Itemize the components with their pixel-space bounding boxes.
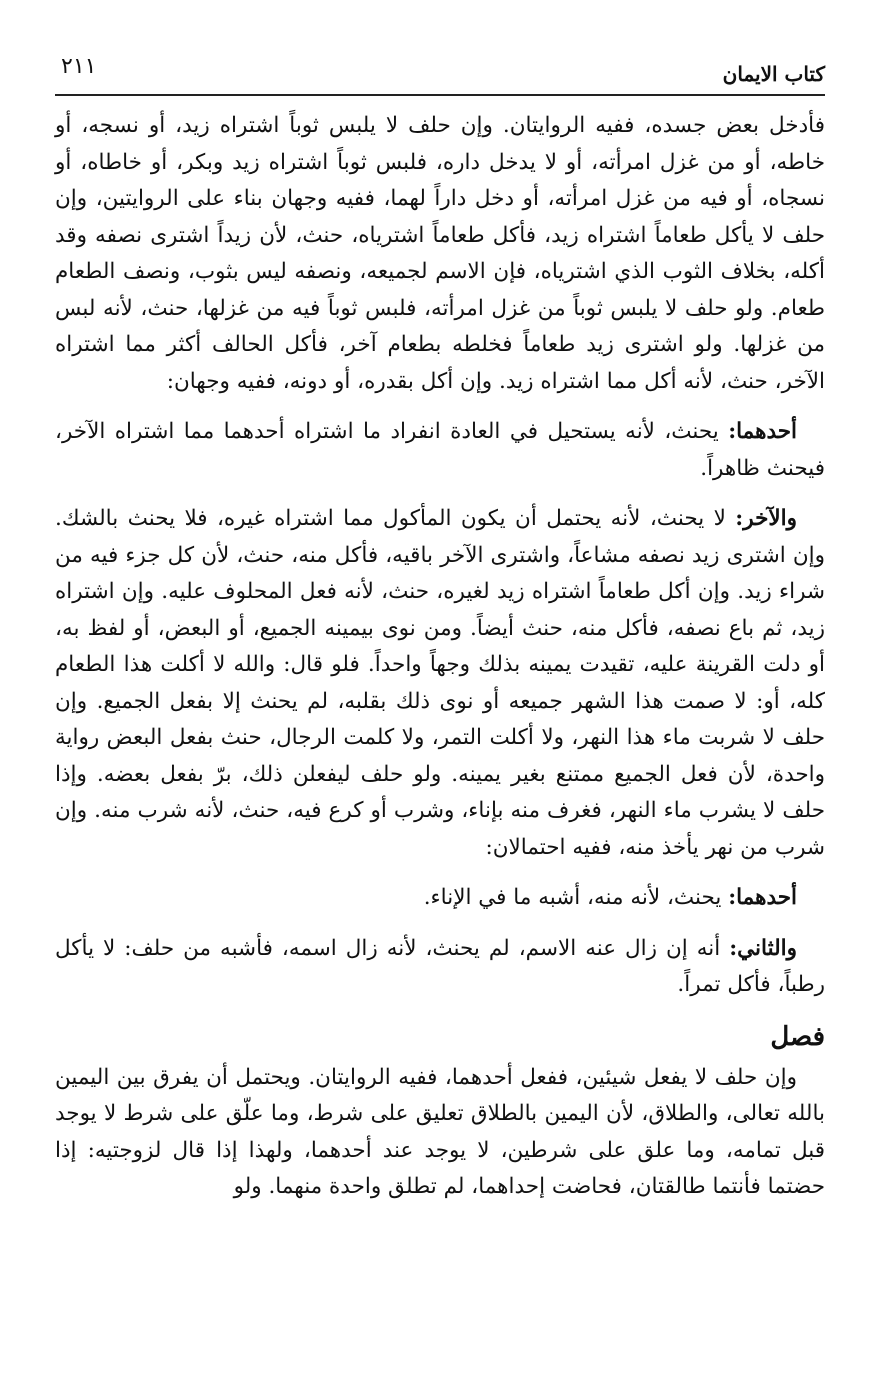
- section-heading: فصل: [770, 1021, 825, 1052]
- paragraph-2: [55, 414, 825, 487]
- section-paragraph: [55, 1060, 825, 1206]
- paragraph-text: أنه إن زال عنه الاسم، لم يحنث، لأنه زال اسمه، فأشبه من حلف: لا يأكل رطباً، فأكل تمراً.: [55, 935, 825, 997]
- page-header: [55, 50, 825, 96]
- paragraph-4: [55, 880, 825, 917]
- paragraph-text: فأدخل بعض جسده، ففيه الروايتان. وإن حلف لا يلبس ثوباً اشتراه زيد، أو نسجه، أو خاطه، أو من غزل امرأته، أو لا يدخل داره، فلبس ثوباً اشتراه زيد وبكر، أو خاطاه، أو نسجاه، أو فيه من غزل امرأته، أو دخل داراً لهما، ففيه وجهان بناء على الروايتين، وإن حلف لا يأكل طعاماً اشتراه زيد، فأكل طعاماً اشترياه، حنث، لأن زيداً اشترى نصفه وقد أكله، بخلاف الثوب الذي اشترياه، فإن الاسم لجميعه، ونصفه ليس بثوب، ونصف الطعام طعام. ولو حلف لا يلبس ثوباً من غزل امرأته، فلبس ثوباً فيه من غزلها، حنث، لأنه لبس من غزلها. ولو اشترى زيد طعاماً فخلطه بطعام آخر، فأكل الحالف أكثر مما اشتراه الآخر، حنث، لأنه أكل مما اشتراه زيد. وإن أكل بقدره، أو دونه، ففيه وجهان:: [55, 113, 825, 394]
- paragraph-lead: والآخر:: [735, 506, 797, 531]
- paragraph-lead: والثاني:: [729, 935, 797, 961]
- paragraph-lead: أحدهما:: [728, 885, 797, 910]
- running-title: كتاب الايمان: [722, 62, 825, 86]
- page-number: ٢١١: [61, 54, 97, 79]
- paragraph-text: يحنث، لأنه يستحيل في العادة انفراد ما اشتراه أحدهما مما اشتراه الآخر، فيحنث ظاهراً.: [55, 419, 825, 481]
- paragraph-text: لا يحنث، لأنه يحتمل أن يكون المأكول مما اشتراه غيره، فلا يحنث بالشك. وإن اشترى زيد نصفه مشاعاً، واشترى الآخر باقيه، فأكل منه، حنث، لأن كل جزء فيه من شراء زيد. وإن أكل طعاماً اشتراه زيد لغيره، حنث، لأنه فعل المحلوف عليه. وإن اشتراه زيد، ثم باع نصفه، فأكل منه، حنث أيضاً. ومن نوى بيمينه الجميع، أو البعض، أو لفظ به، أو دلت القرينة عليه، تقيدت يمينه بذلك وجهاً واحداً. فلو قال: والله لا أكلت هذا الطعام كله، أو: لا صمت هذا الشهر جميعه أو نوى ذلك بقلبه، لم يحنث إلا بفعل الجميع. وإن حلف لا شربت ماء هذا النهر، ولا أكلت التمر، ولا كلمت الرجال، حنث بفعل البعض رواية واحدة، لأن فعل الجميع ممتنع بغير يمينه. ولو حلف ليفعلن ذلك، برّ بفعل بعضه. وإذا حلف لا يشرب ماء النهر، فغرف منه بإناء، وشرب أو كرع فيه، حنث، لأنه شرب منه. وإن شرب من نهر يأخذ منه، ففيه احتمالان:: [55, 506, 825, 860]
- book-page: [55, 50, 825, 1343]
- paragraph-3: [55, 501, 825, 866]
- paragraph-text: وإن حلف لا يفعل شيئين، ففعل أحدهما، ففيه الروايتان. ويحتمل أن يفرق بين اليمين بالله تعالى، والطلاق، لأن اليمين بالطلاق تعليق على شرط، وما علّق على شرط لا يوجد قبل تمامه، وما علق على شرطين، لا يوجد عند أحدهما، ولهذا إذا قال لزوجتيه: إذا حضتما فأنتما طالقتان، فحاضت إحداهما، لم تطلق واحدة منهما. ولو: [55, 1064, 825, 1199]
- paragraph-1: [55, 108, 825, 400]
- paragraph-5: [55, 931, 825, 1004]
- paragraph-lead: أحدهما:: [728, 419, 797, 444]
- paragraph-text: يحنث، لأنه منه، أشبه ما في الإناء.: [423, 885, 729, 910]
- page-body: [55, 108, 825, 1206]
